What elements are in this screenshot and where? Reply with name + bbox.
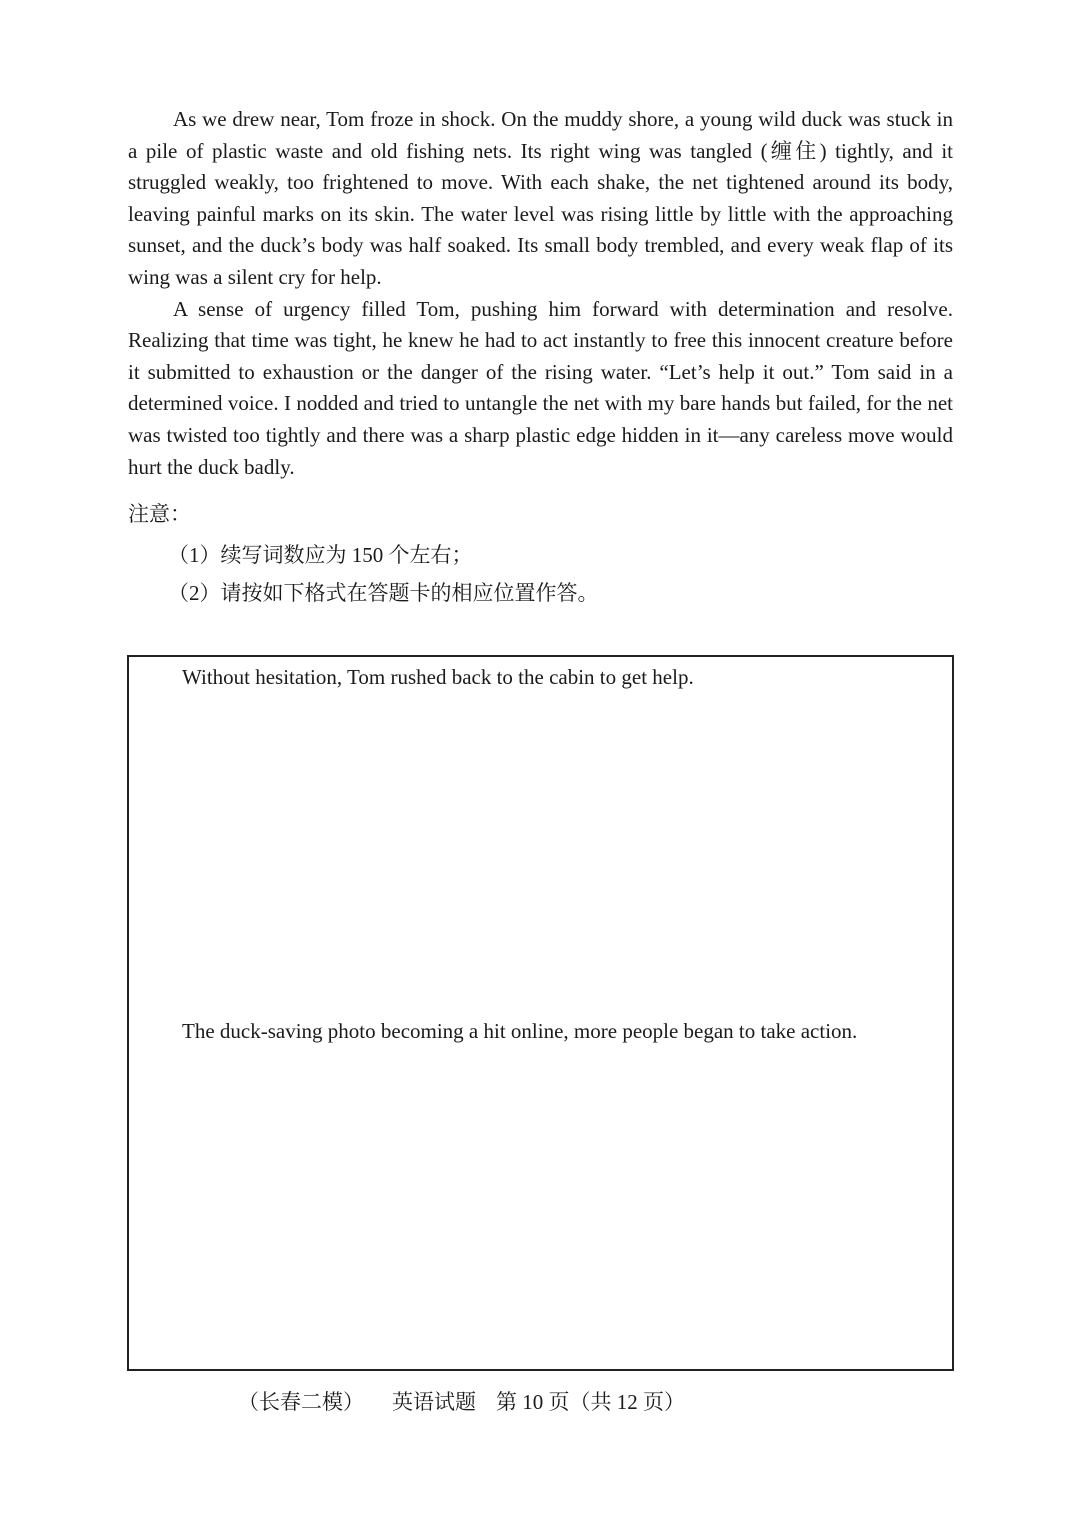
continuation-prompt-paragraph-1: Without hesitation, Tom rushed back to the cabin to get help. <box>182 665 694 689</box>
reading-passage <box>128 104 953 483</box>
answer-box <box>127 655 954 1371</box>
passage-paragraph-2: A sense of urgency filled Tom, pushing him forward with determination and resolve. Realizing that time was tight, he knew he had to act instantly to free this innocent creature before it submitted to exhaustion or the danger of the rising water. “Let’s help it out.” Tom said in a determined voice. I nodded and tried to untangle the net with my bare hands but failed, for the net was twisted too tightly and there was a sharp plastic edge hidden in it—any careless move would hurt the duck badly. <box>128 296 953 479</box>
passage-paragraph-1: As we drew near, Tom froze in shock. On the muddy shore, a young wild duck was stuck in a pile of plastic waste and old fishing nets. Its right wing was tangled (缠住) tightly, and it struggled weakly, too frightened to move. With each shake, the net tightened around its body, leaving painful marks on its skin. The water level was rising little by little with the approaching sunset, and the duck’s body was half soaked. Its small body trembled, and every weak flap of its wing was a silent cry for help. <box>128 107 953 289</box>
instruction-item-word-count: （1）续写词数应为 150 个左右； <box>168 543 473 567</box>
instructions <box>128 498 953 614</box>
footer-exam-name: （长春二模） <box>238 1390 364 1414</box>
page-footer <box>238 1388 685 1416</box>
footer-subject: 英语试题 <box>392 1390 476 1414</box>
continuation-prompt-paragraph-2: The duck-saving photo becoming a hit online, more people began to take action. <box>182 1019 858 1043</box>
footer-page-number: 第 10 页（共 12 页） <box>496 1390 685 1414</box>
instructions-title: 注意： <box>128 502 191 526</box>
instruction-item-answer-format: （2）请按如下格式在答题卡的相应位置作答。 <box>168 581 599 605</box>
